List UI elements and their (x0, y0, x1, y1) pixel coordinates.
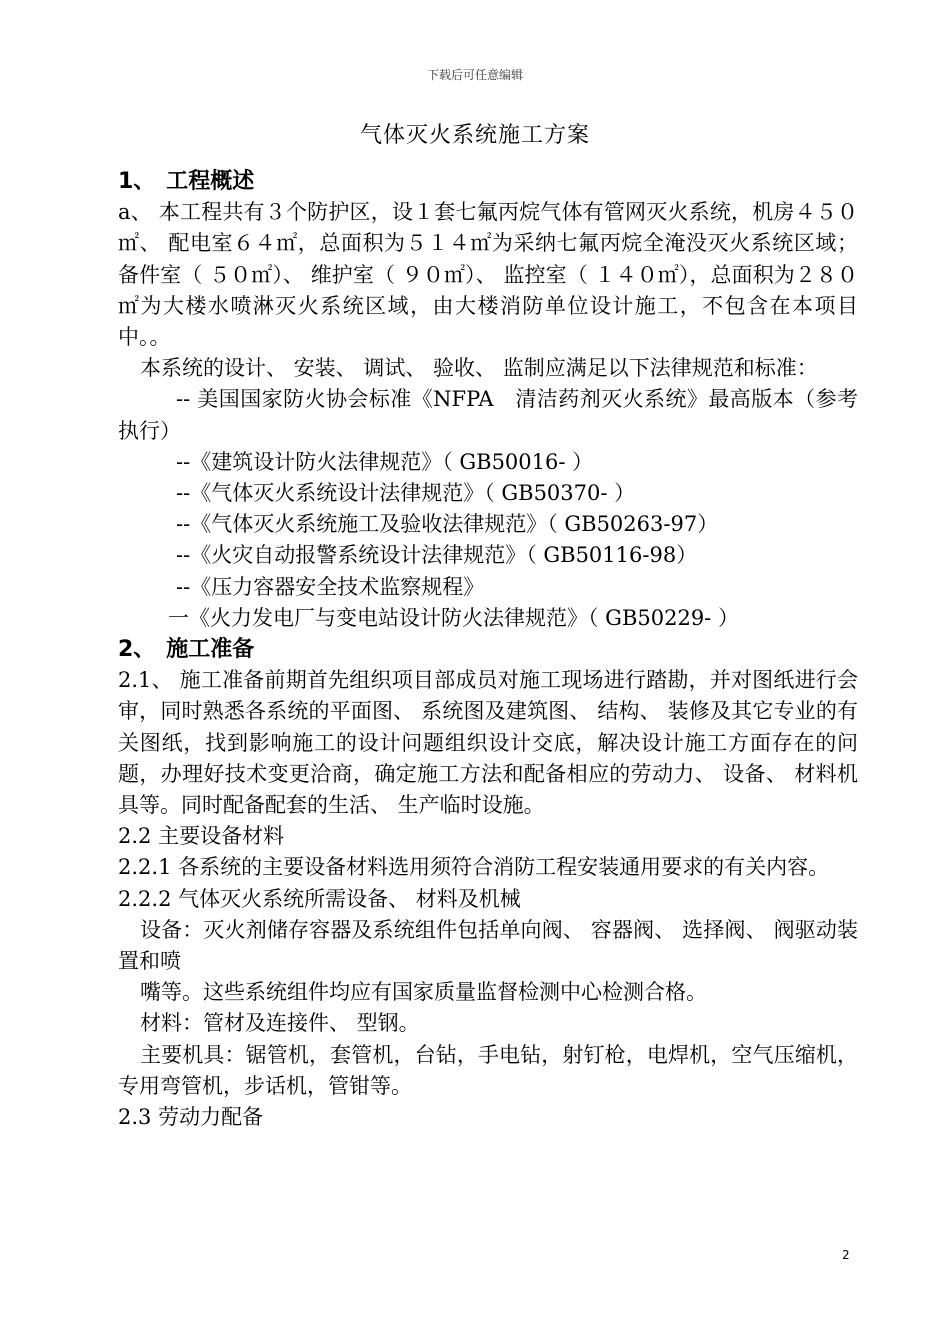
standard-item-gb50263: --《气体灭火系统施工及验收法律规范》（ GB50263-97） (176, 512, 719, 537)
section-heading-1: 1、 工程概述 (118, 169, 255, 194)
paragraph-equipment: 设备：灭火剂储存容器及系统组件包括单向阀、 容器阀、 选择阀、 阀驱动装置和喷 (118, 917, 858, 974)
paragraph-overview: a、 本工程共有３个防护区，设１套七氟丙烷气体有管网灭火系统，机房４５０㎡、 配电室６４㎡，总面积为５１４㎡为采纳七氟丙烷全淹没灭火系统区域；备件室（ ５０㎡）、 维护室（ ９０㎡）、 监控室（ １４０㎡），总面积为２８０㎡为大楼水喷淋灭火系统区域，由大楼消防单位设计施工，不包含在本项目中。。 (118, 200, 858, 350)
paragraph-equipment-cont: 嘴等。这些系统组件均应有国家质量监督检测中心检测合格。 (140, 980, 707, 1005)
section-heading-2: 2、 施工准备 (118, 637, 255, 663)
standard-item-gb50016: --《建筑设计防火法律规范》（ GB50016- ） (176, 449, 594, 474)
standard-item-gb50229: 一《火力发电厂与变电站设计防火法律规范》（ GB50229- ） (168, 605, 739, 630)
paragraph-standards-intro: 本系统的设计、 安装、 调试、 验收、 监制应满足以下法律规范和标准： (140, 356, 818, 381)
paragraph-tools: 主要机具：锯管机，套管机，台钻，手电钻，射钉枪，电焊机，空气压缩机，专用弯管机，步话机，管钳等。 (118, 1042, 858, 1098)
subheading-2-2-2: 2.2.2 气体灭火系统所需设备、 材料及机械 (118, 886, 521, 911)
standard-item-gb50370: --《气体灭火系统设计法律规范》（ GB50370- ） (176, 481, 636, 506)
page-header: 下载后可任意编辑 (426, 68, 523, 82)
page-number: 2 (842, 1248, 850, 1262)
paragraph-2-1: 2.1、 施工准备前期首先组织项目部成员对施工现场进行踏勘，并对图纸进行会审，同时熟悉各系统的平面图、 系统图及建筑图、 结构、 装修及其它专业的有关图纸，找到影响施工的设计问题组织设计交底，解决设计施工方面存在的问题，办理好技术变更洽商，确定施工方法和配备相应的劳动力、 设备、 材料机具等。同时配备配套的生活、 生产临时设施。 (118, 668, 858, 818)
standard-item-pressure-vessel: --《压力容器安全技术监察规程》 (176, 574, 485, 599)
paragraph-2-2-1: 2.2.1 各系统的主要设备材料选用须符合消防工程安装通用要求的有关内容。 (118, 855, 830, 880)
paragraph-materials: 材料：管材及连接件、 型钢。 (140, 1011, 420, 1036)
document-body (118, 166, 858, 1133)
document-title: 气体灭火系统施工方案 (359, 123, 590, 148)
subheading-2-2: 2.2 主要设备材料 (118, 824, 285, 849)
standard-item-nfpa: -- 美国国家防火协会标准《NFPA 清洁药剂灭火系统》最高版本（参考执行） (118, 387, 858, 443)
standard-item-gb50116: --《火灾自动报警系统设计法律规范》（ GB50116-98） (176, 543, 698, 568)
subheading-2-3: 2.3 劳动力配备 (118, 1105, 264, 1130)
